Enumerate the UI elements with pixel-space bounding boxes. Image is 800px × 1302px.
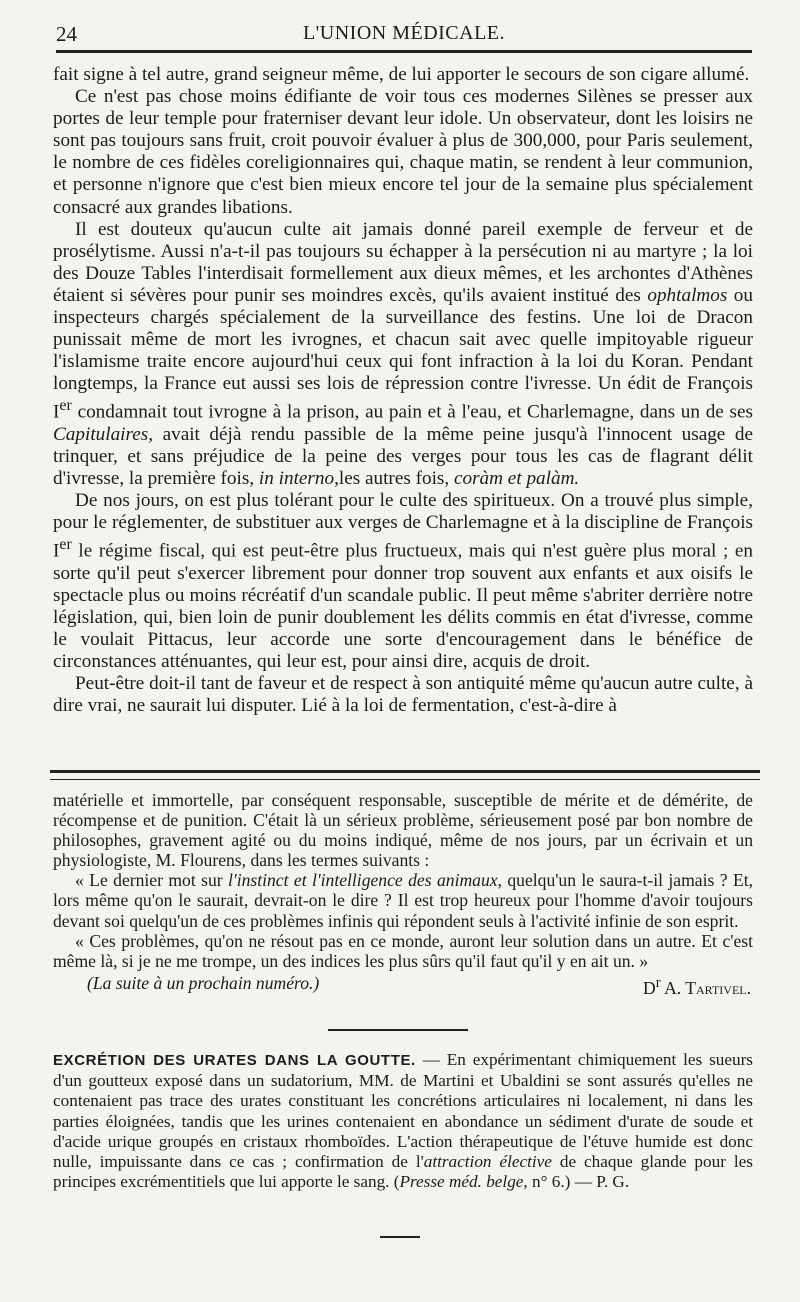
section-divider	[50, 770, 760, 780]
running-head: L'UNION MÉDICALE.	[302, 22, 506, 44]
author-signature: $D^r$ A. Tartivel.	[643, 974, 751, 998]
feuilleton-quote-2: « Ces problèmes, qu'on ne résout pas en ce monde, auront leur solution dans un autre. Et c'est même là, si je ne me trompe, un des indices les plus sûrs qu'il faut qu'il y en ait un. »	[53, 930, 753, 971]
page-number: 24	[56, 22, 77, 46]
term-ophtalmos: ophtalmos	[647, 284, 728, 306]
feuilleton-footer	[53, 973, 753, 998]
term-capitulaires: Capitulaires,	[53, 423, 154, 445]
continuation-note: (La suite à un prochain numéro.)	[87, 972, 320, 993]
paragraph-5: Peut-être doit-il tant de faveur et de respect à son antiquité même qu'aucun autre culte, à dire vrai, ne saurait lui disputer. Lié à la loi de fermentation, c'est-à-dire à	[53, 673, 753, 717]
paragraph-1: fait signe à tel autre, grand seigneur même, de lui apporter le secours de son cigare allumé.	[53, 64, 750, 85]
term-coram-palam: coràm et palàm.	[453, 468, 580, 490]
paragraph-4: De nos jours, on est plus tolérant pour le culte des spiritueux. On a trouvé plus simple, pour le réglementer, de substituer aux verges de Charlemagne et à la discipline de François Ier le régime fiscal, qui est peut-être plus fructueux, mais qui n'est guère plus moral ; en sorte qu'il peut s'exercer librement pour donner trop souvent aux enfants et aux oisifs le spectacle plus ou moins récréatif d'un scandale public. Il peut même s'abriter derrière notre législation, qui, bien loin de punir doublement les délits commis en état d'ivresse, comme le voulait Pittacus, leur accorde une sorte d'encouragement dans le bénéfice de circonstances atténuantes, qui leur est, pour ainsi dire, acquis de droit.	[53, 490, 753, 673]
feuilleton	[53, 790, 753, 998]
page-header	[56, 18, 752, 53]
paragraph-2: Ce n'est pas chose moins édifiante de voir tous ces modernes Silènes se presser aux portes de leur temple pour fraterniser devant leur idole. Un observateur, dont les loisirs ne sont pas toujours sans fruit, croit pouvoir évaluer à plus de 300,000, pour Paris seulement, le nombre de ces fidèles coreligionnaires qui, chaque matin, se rendent à leur communion, et personne n'ignore que c'est bien mieux encore tel jour de la semaine plus spécialement consacré aux grandes libations.	[53, 86, 753, 218]
feuilleton-quote-1: « Le dernier mot sur l'instinct et l'intelligence des animaux, quelqu'un le saura-t-il jamais ? Et, lors même qu'on le saurait, devrait-on le dire ? Il est trop heureux pour l'homme d'avoir toujours devant soi quelqu'un de ces problèmes infinis qui répondent seuls à l'activité infinie de son esprit.	[53, 870, 753, 931]
news-title: EXCRÉTION DES URATES DANS LA GOUTTE.	[53, 1052, 416, 1069]
paragraph-3: Il est douteux qu'aucun culte ait jamais donné pareil exemple de ferveur et de prosélytisme. Aussi n'a-t-il pas toujours su échapper à la persécution ni au martyre ; la loi des Douze Tables l'interdisait formellement aux dieux mêmes, et les archontes d'Athènes étaient si sévères pour punir ses moindres excès, qu'ils avaient institué des ophtalmos ou inspecteurs chargés spécialement de la surveillance des festins. Une loi de Dracon punissait même de mort les ivrognes, et chacun sait avec quelle impitoyable rigueur l'islamisme traite encore aujourd'hui ceux qui font infraction à la loi du Koran. Pendant longtemps, la France eut aussi ses lois de répression contre l'ivresse. Un édit de François Ier condamnait tout ivrogne à la prison, au pain et à l'eau, et Charlemagne, dans un de ses Capitulaires, avait déjà rendu passible de la même peine jusqu'à l'innocent usage de trinquer, et sans préjudice de la peine des verges pour tous les cas de flagrant délit d'ivresse, la première fois, in interno,les autres fois, coràm et palàm.	[53, 218, 753, 490]
short-divider	[328, 1029, 468, 1031]
main-article	[53, 64, 753, 718]
news-item: EXCRÉTION DES URATES DANS LA GOUTTE. — En expérimentant chimiquement les sueurs d'un goutteux exposé dans un sudatorium, MM. de Martini et Ubaldini se sont assurés qu'elles ne contenaient pas trace des urates constituant les concrétions articulaires ni localement, ni dans les parties éloignées, tandis que les urines contenaient en abondance un sédiment d'urate de soude et d'acide urique groupés en cristaux rhomboïdes. L'action thérapeutique de l'étuve humide est donc nulle, impuissante dans ce cas ; confirmation de l'attraction élective de chaque glande pour les principes excrémentitiels que lui apporte le sang. (Presse méd. belge, n° 6.) — P. G.	[53, 1050, 753, 1192]
feuilleton-paragraph-1: matérielle et immortelle, par conséquent responsable, susceptible de mérite et de démérite, de récompense et de punition. C'était là un sérieux problème, sérieusement posé par bon nombre de philosophes, gravement agité ou du moins indiqué, même de nos jours, par un écrivain et un physiologiste, M. Flourens, dans les termes suivants :	[53, 790, 753, 871]
term-in-interno: in interno,	[258, 468, 339, 490]
end-rule	[380, 1236, 420, 1238]
